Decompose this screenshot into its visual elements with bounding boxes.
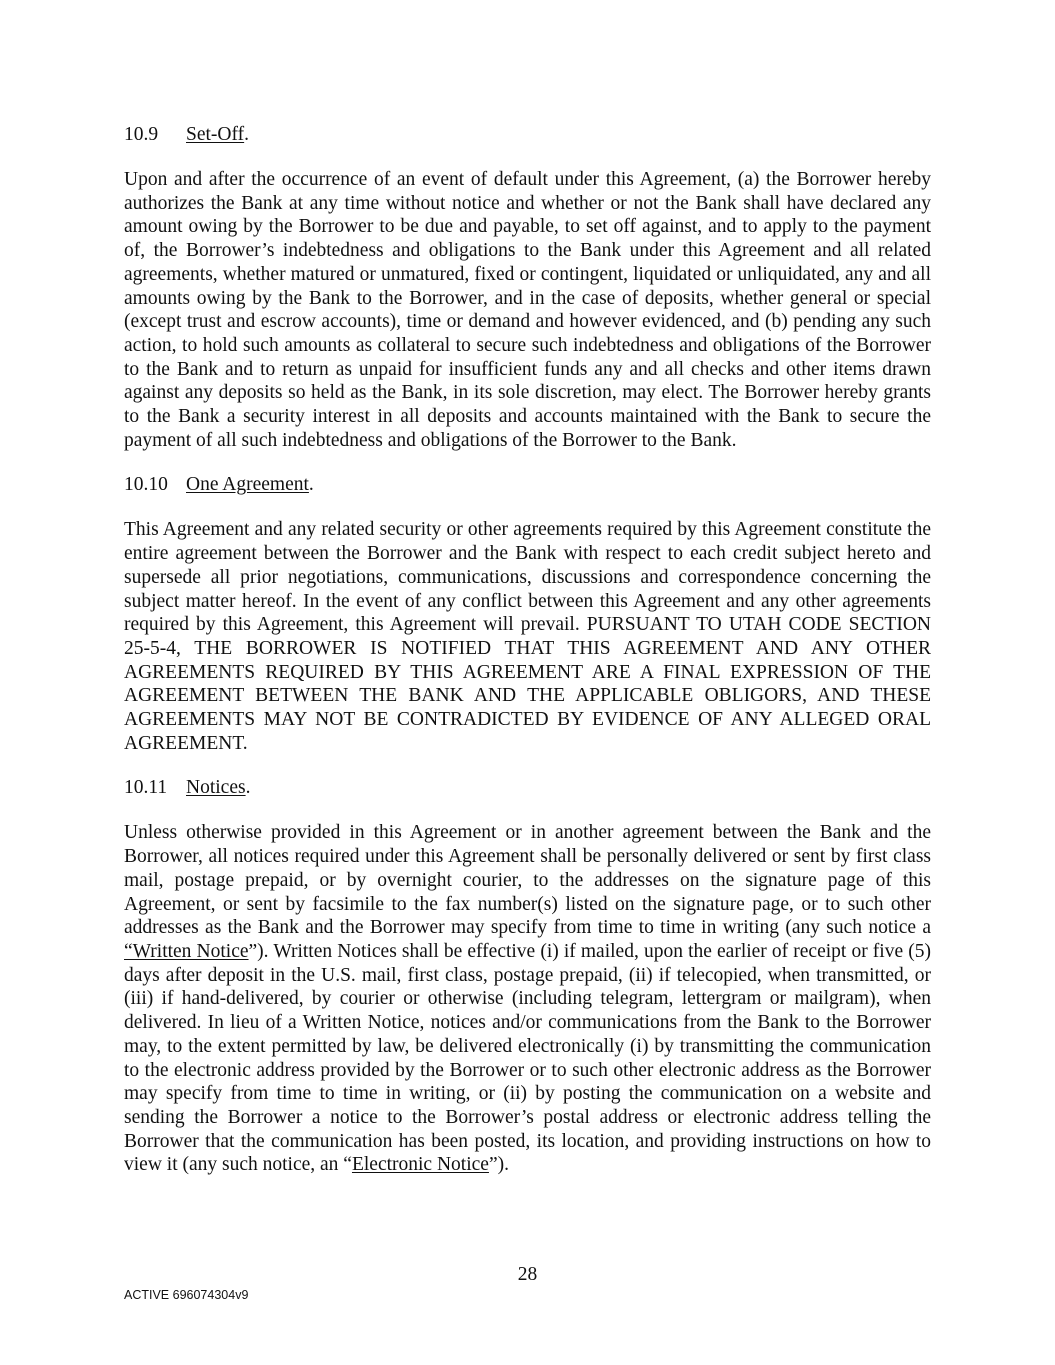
section-title-suffix: . — [245, 777, 251, 799]
body-text: ”). Written Notices shall be effective (i) if mailed, upon the earlier of receipt or five (5) days after deposit in the U.S. mail, first class, postage prepaid, (ii) if telecopied, when transmitted, or (iii) if hand-delivered, by courier or otherwise (including telegram, lettergram or mailgram), when delivered. In lieu of a Written Notice, notices and/or communications from the Bank to the Borrower may, to the extent permitted by law, be delivered electronically (i) by transmitting the communication to the electronic address provided by the Borrower or to such other electronic address as the Borrower may specify from time to time in writing, or (ii) by posting the communication on a website and sending the Borrower a notice to the Borrower’s postal address or electronic address telling the Borrower that the communication has been posted, its location, and providing instructions on how to view it (any such notice, an “ — [124, 940, 931, 1176]
section-heading-10-9 — [124, 123, 931, 147]
section-heading-10-10 — [124, 473, 931, 497]
defined-term-electronic-notice: Electronic Notice — [351, 1154, 489, 1176]
section-body-10-9: Upon and after the occurrence of an event of default under this Agreement, (a) the Borrower hereby authorizes the Bank at any time without notice and whether or not the Bank shall have declared any amount owing by the Borrower to be due and payable, to set off against, and to apply to the payment of, the Borrower’s indebtedness and obligations to the Bank under this Agreement and all related agreements, whether matured or unmatured, fixed or contingent, liquidated or unliquidated, any and all amounts owing by the Bank to the Borrower, and in the case of deposits, whether general or special (except trust and escrow accounts), time or demand and however evidenced, and (b) pending any such action, to hold such amounts as collateral to secure such indebtedness and obligations of the Borrower to the Bank and to return as unpaid for insufficient funds any and all checks and other items drawn against any deposits so held as the Bank, in its sole discretion, may elect. The Borrower hereby grants to the Bank a security interest in all deposits and accounts maintained with the Bank to secure the payment of all such indebtedness and obligations of the Borrower to the Bank. — [124, 169, 931, 451]
section-number: 10.11 — [124, 777, 168, 799]
page-number: 28 — [517, 1264, 538, 1285]
document-page — [124, 123, 931, 1198]
section-body-10-10: This Agreement and any related security or other agreements required by this Agreement constitute the entire agreement between the Borrower and the Bank with respect to each credit subject hereto and supersede all prior negotiations, communications, discussions and correspondence concerning the subject matter hereof. In the event of any conflict between this Agreement and any other agreements required by this Agreement, this Agreement will prevail. PURSUANT TO UTAH CODE SECTION 25-5-4, THE BORROWER IS NOTIFIED THAT THIS AGREEMENT AND ANY OTHER AGREEMENTS REQUIRED BY THIS AGREEMENT ARE A FINAL EXPRESSION OF THE AGREEMENT BETWEEN THE BANK AND THE APPLICABLE OBLIGORS, AND THESE AGREEMENTS MAY NOT BE CONTRADICTED BY EVIDENCE OF ANY ALLEGED ORAL AGREEMENT. — [124, 519, 931, 754]
defined-term-written-notice: “Written Notice — [124, 940, 249, 962]
body-text: ”). — [488, 1154, 509, 1176]
section-body-10-11 — [124, 821, 931, 1177]
section-title-suffix: . — [308, 474, 314, 496]
section-title: One Agreement — [186, 474, 309, 496]
section-number: 10.9 — [124, 124, 159, 145]
section-heading-10-11 — [124, 776, 931, 800]
body-text: Unless otherwise provided in this Agreement or in another agreement between the Bank and the Borrower, all notices required under this Agreement shall be personally delivered or sent by first class mail, postage prepaid, or by overnight courier, to the addresses on the signature page of this Agreement, or sent by facsimile to the fax number(s) listed on the signature page, or to such other addresses as the Bank and the Borrower may specify from time to time in writing (any such notice a — [124, 822, 931, 939]
section-title: Set-Off — [186, 124, 245, 145]
section-number: 10.10 — [124, 474, 168, 496]
section-title-suffix: . — [244, 124, 250, 145]
section-title: Notices — [186, 777, 246, 799]
document-id: ACTIVE 696074304v9 — [124, 1288, 249, 1302]
